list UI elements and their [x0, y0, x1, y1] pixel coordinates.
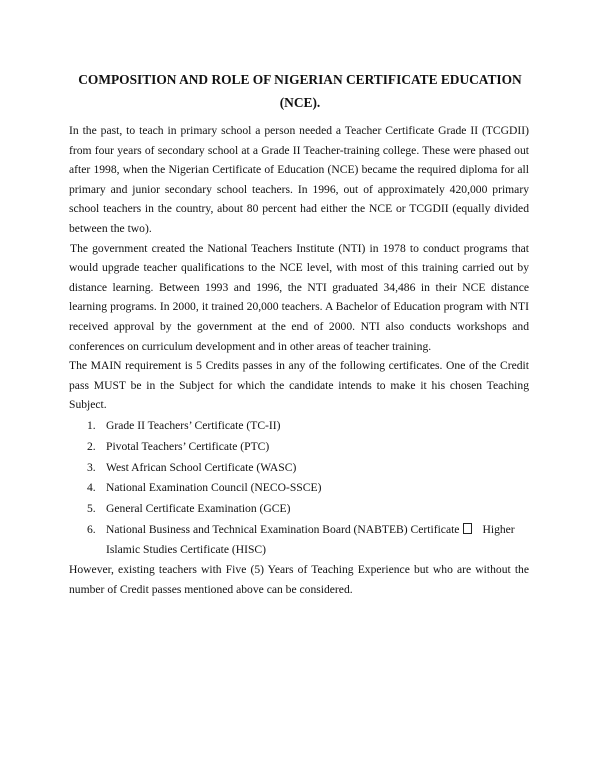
document-body	[69, 121, 529, 600]
list-text-part-one: National Business and Technical Examination Board (NABTEB) Certificate	[106, 522, 460, 536]
list-item	[69, 457, 529, 478]
list-number: 6.	[87, 522, 96, 536]
list-item	[69, 477, 529, 498]
paragraph-history: In the past, to teach in primary school a person needed a Teacher Certificate Grade II (TCGDII) from four years of secondary school at a Grade II Teacher-training college. These were phased out after 1998, when the Nigerian Certificate of Education (NCE) became the required diploma for all primary and junior secondary school teachers. In 1996, out of approximately 420,000 primary school teachers in the country, about 80 percent had either the NCE or TCGDII (equally divided between the two).	[69, 124, 529, 235]
paragraph-closing: However, existing teachers with Five (5) Years of Teaching Experience but who are without the number of Credit passes mentioned above can be considered.	[69, 563, 529, 596]
list-number: 4.	[87, 481, 96, 495]
list-text: West African School Certificate (WASC)	[106, 460, 297, 474]
list-number: 3.	[87, 460, 96, 474]
certificate-list	[69, 415, 529, 559]
list-text: National Examination Council (NECO-SSCE)	[106, 481, 322, 495]
list-text-part-two: Higher Islamic Studies Certificate (HISC)	[106, 522, 515, 556]
page-title: COMPOSITION AND ROLE OF NIGERIAN CERTIFICATE EDUCATION (NCE).	[78, 72, 522, 110]
list-number: 5.	[87, 502, 96, 516]
list-text-combined	[106, 520, 529, 559]
list-item	[69, 498, 529, 519]
list-item	[69, 436, 529, 457]
list-item	[69, 415, 529, 436]
list-text: Grade II Teachers’ Certificate (TC-II)	[106, 419, 281, 432]
list-number: 2.	[87, 439, 96, 453]
missing-glyph-icon	[463, 523, 472, 534]
list-text: General Certificate Examination (GCE)	[106, 502, 291, 516]
list-item	[69, 519, 529, 560]
list-text: Pivotal Teachers’ Certificate (PTC)	[106, 439, 270, 453]
paragraph-requirement: The MAIN requirement is 5 Credits passes in any of the following certificates. One of the Credit pass MUST be in the Subject for which the candidate intends to make it his chosen Teaching Subject.	[69, 359, 529, 412]
list-number: 1.	[87, 419, 96, 432]
paragraph-nti: The government created the National Teachers Institute (NTI) in 1978 to conduct programs that would upgrade teacher qualifications to the NCE level, with most of this training carried out by distance learning. Between 1993 and 1996, the NTI graduated 34,486 in their NCE distance learning programs. In 2000, it trained 20,000 teachers. A Bachelor of Education program with NTI received approval by the government at the end of 2000. NTI also conducts workshops and conferences on curriculum development and in other areas of teacher training.	[69, 241, 529, 353]
